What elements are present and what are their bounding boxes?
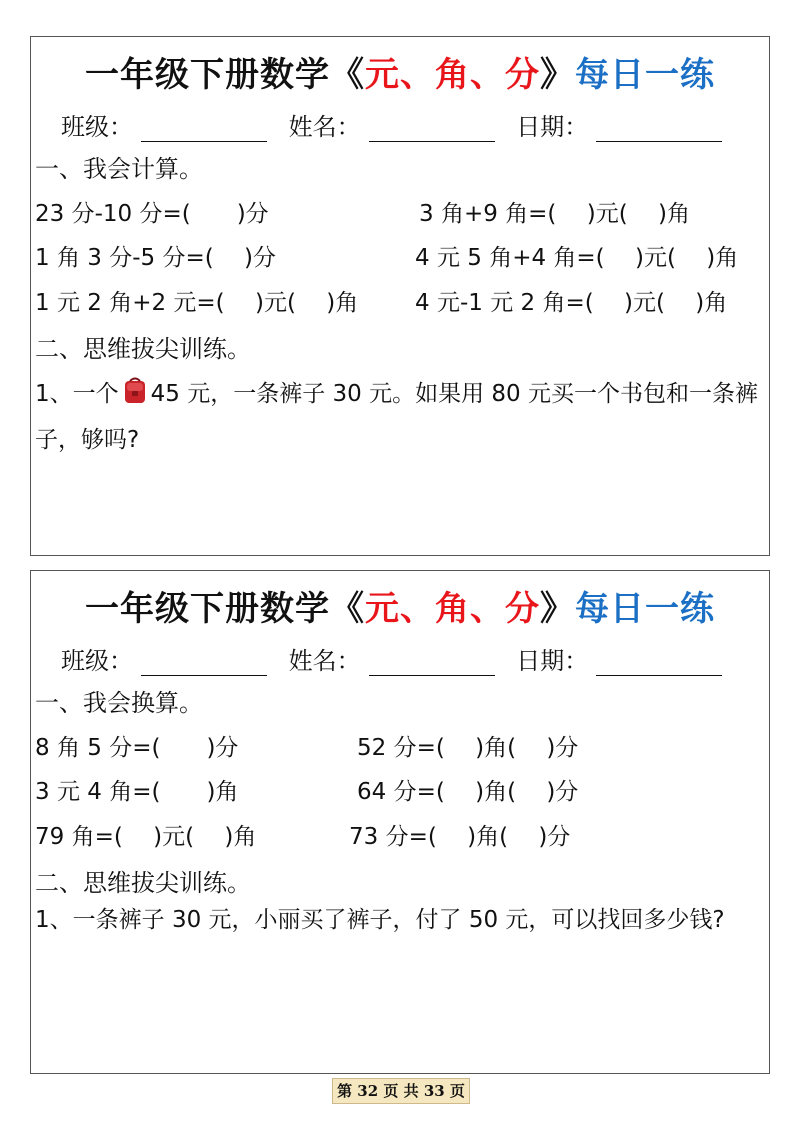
name-label: 姓名： (288, 113, 361, 141)
date-label: 日期： (516, 647, 589, 675)
title-prefix: 一年级下册数学《 (85, 55, 365, 95)
exercise-item: 1 角 3 分-5 分=( )分 (35, 245, 276, 271)
section-heading: 二、思维拔尖训练。 (35, 869, 251, 897)
date-blank[interactable] (596, 653, 722, 676)
worksheet-1 (30, 36, 770, 556)
title-prefix: 一年级下册数学《 (85, 589, 365, 629)
problem-text: 1、一个 (35, 381, 119, 407)
exercise-item: 52 分=( )角( )分 (357, 735, 579, 761)
exercise-item: 3 角+9 角=( )元( )角 (419, 201, 690, 227)
word-problem: 1、一条裤子 30 元，小丽买了裤子，付了 50 元，可以找回多少钱? (35, 907, 725, 933)
worksheet-title (31, 47, 769, 96)
date-label: 日期： (516, 113, 589, 141)
class-label: 班级： (61, 113, 133, 141)
word-problem (35, 371, 765, 463)
section-heading: 一、我会换算。 (35, 689, 203, 717)
class-blank[interactable] (141, 119, 267, 142)
section-heading: 二、思维拔尖训练。 (35, 335, 251, 363)
name-blank[interactable] (369, 653, 495, 676)
student-info-row (61, 107, 736, 142)
section-heading: 一、我会计算。 (35, 155, 203, 183)
student-info-row (61, 641, 736, 676)
worksheet-title (31, 581, 769, 630)
page-number: 第 32 页 共 33 页 (332, 1078, 470, 1104)
name-blank[interactable] (369, 119, 495, 142)
title-topic: 元、角、分 (365, 589, 540, 629)
title-bracket: 》 (540, 55, 575, 95)
exercise-item: 1 元 2 角+2 元=( )元( )角 (35, 290, 359, 316)
exercise-item: 8 角 5 分=( )分 (35, 735, 239, 761)
title-daily: 每日一练 (575, 55, 715, 95)
schoolbag-icon (121, 377, 149, 405)
problem-text: 45 元，一条裤子 30 元。如果用 80 元买一个书包和一条裤子，够吗? (35, 381, 758, 453)
title-topic: 元、角、分 (365, 55, 540, 95)
exercise-item: 3 元 4 角=( )角 (35, 779, 239, 805)
exercise-item: 73 分=( )角( )分 (349, 824, 571, 850)
date-blank[interactable] (596, 119, 722, 142)
exercise-item: 23 分-10 分=( )分 (35, 201, 269, 227)
worksheet-2 (30, 570, 770, 1074)
exercise-item: 64 分=( )角( )分 (357, 779, 579, 805)
class-blank[interactable] (141, 653, 267, 676)
name-label: 姓名： (288, 647, 361, 675)
class-label: 班级： (61, 647, 133, 675)
exercise-item: 79 角=( )元( )角 (35, 824, 257, 850)
exercise-item: 4 元 5 角+4 角=( )元( )角 (415, 245, 739, 271)
exercise-item: 4 元-1 元 2 角=( )元( )角 (415, 290, 728, 316)
title-bracket: 》 (540, 589, 575, 629)
title-daily: 每日一练 (575, 589, 715, 629)
